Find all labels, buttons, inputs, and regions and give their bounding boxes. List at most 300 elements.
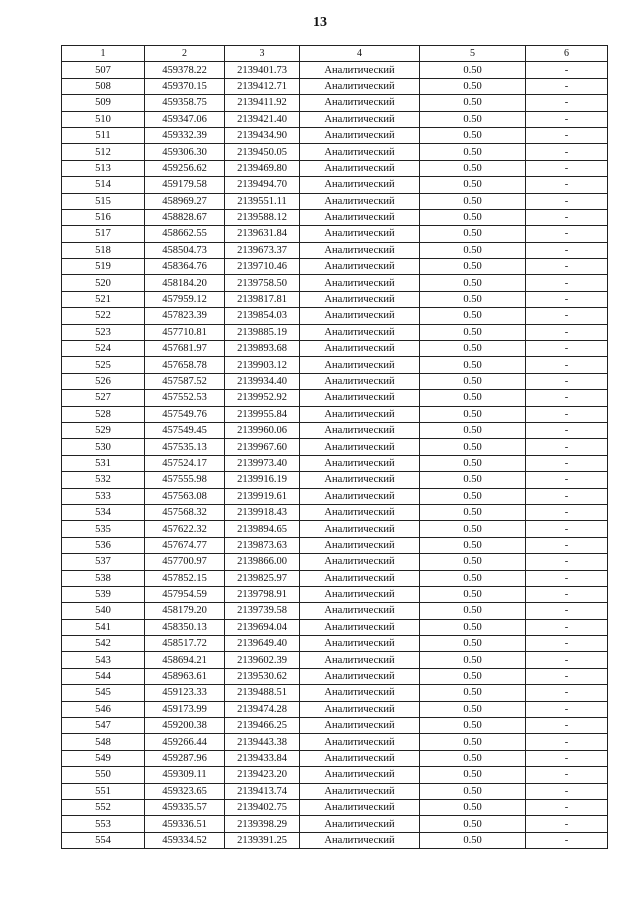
note-cell: - <box>526 455 608 471</box>
table-row <box>62 783 608 799</box>
x-coordinate-cell: 457552.53 <box>145 390 225 406</box>
accuracy-cell: 0.50 <box>420 209 526 225</box>
method-cell: Аналитический <box>300 357 420 373</box>
x-coordinate-cell: 457710.81 <box>145 324 225 340</box>
note-cell: - <box>526 226 608 242</box>
method-cell: Аналитический <box>300 718 420 734</box>
table-row <box>62 816 608 832</box>
column-header-2: 2 <box>145 46 225 62</box>
point-number-cell: 537 <box>62 554 145 570</box>
note-cell: - <box>526 783 608 799</box>
y-coordinate-cell: 2139885.19 <box>225 324 300 340</box>
point-number-cell: 512 <box>62 144 145 160</box>
note-cell: - <box>526 554 608 570</box>
note-cell: - <box>526 734 608 750</box>
point-number-cell: 525 <box>62 357 145 373</box>
y-coordinate-cell: 2139469.80 <box>225 160 300 176</box>
point-number-cell: 536 <box>62 537 145 553</box>
accuracy-cell: 0.50 <box>420 324 526 340</box>
accuracy-cell: 0.50 <box>420 521 526 537</box>
point-number-cell: 523 <box>62 324 145 340</box>
accuracy-cell: 0.50 <box>420 603 526 619</box>
table-row <box>62 439 608 455</box>
table-row <box>62 554 608 570</box>
method-cell: Аналитический <box>300 734 420 750</box>
y-coordinate-cell: 2139421.40 <box>225 111 300 127</box>
point-number-cell: 515 <box>62 193 145 209</box>
note-cell: - <box>526 275 608 291</box>
point-number-cell: 513 <box>62 160 145 176</box>
point-number-cell: 541 <box>62 619 145 635</box>
note-cell: - <box>526 472 608 488</box>
table-row <box>62 750 608 766</box>
note-cell: - <box>526 488 608 504</box>
x-coordinate-cell: 458179.20 <box>145 603 225 619</box>
x-coordinate-cell: 459256.62 <box>145 160 225 176</box>
point-number-cell: 517 <box>62 226 145 242</box>
point-number-cell: 531 <box>62 455 145 471</box>
x-coordinate-cell: 457622.32 <box>145 521 225 537</box>
x-coordinate-cell: 457563.08 <box>145 488 225 504</box>
x-coordinate-cell: 457524.17 <box>145 455 225 471</box>
method-cell: Аналитический <box>300 341 420 357</box>
y-coordinate-cell: 2139694.04 <box>225 619 300 635</box>
table-row <box>62 373 608 389</box>
y-coordinate-cell: 2139919.61 <box>225 488 300 504</box>
method-cell: Аналитический <box>300 259 420 275</box>
point-number-cell: 528 <box>62 406 145 422</box>
point-number-cell: 532 <box>62 472 145 488</box>
point-number-cell: 524 <box>62 341 145 357</box>
table-row <box>62 570 608 586</box>
y-coordinate-cell: 2139873.63 <box>225 537 300 553</box>
method-cell: Аналитический <box>300 685 420 701</box>
y-coordinate-cell: 2139494.70 <box>225 177 300 193</box>
note-cell: - <box>526 652 608 668</box>
point-number-cell: 540 <box>62 603 145 619</box>
method-cell: Аналитический <box>300 570 420 586</box>
x-coordinate-cell: 457549.45 <box>145 422 225 438</box>
x-coordinate-cell: 459334.52 <box>145 832 225 848</box>
accuracy-cell: 0.50 <box>420 455 526 471</box>
note-cell: - <box>526 209 608 225</box>
point-number-cell: 518 <box>62 242 145 258</box>
method-cell: Аналитический <box>300 422 420 438</box>
accuracy-cell: 0.50 <box>420 422 526 438</box>
x-coordinate-cell: 457568.32 <box>145 504 225 520</box>
method-cell: Аналитический <box>300 78 420 94</box>
x-coordinate-cell: 458504.73 <box>145 242 225 258</box>
table-row <box>62 718 608 734</box>
y-coordinate-cell: 2139967.60 <box>225 439 300 455</box>
note-cell: - <box>526 668 608 684</box>
point-number-cell: 527 <box>62 390 145 406</box>
table-row <box>62 472 608 488</box>
table-row <box>62 341 608 357</box>
accuracy-cell: 0.50 <box>420 144 526 160</box>
x-coordinate-cell: 457555.98 <box>145 472 225 488</box>
accuracy-cell: 0.50 <box>420 537 526 553</box>
method-cell: Аналитический <box>300 799 420 815</box>
method-cell: Аналитический <box>300 586 420 602</box>
accuracy-cell: 0.50 <box>420 783 526 799</box>
accuracy-cell: 0.50 <box>420 357 526 373</box>
point-number-cell: 508 <box>62 78 145 94</box>
method-cell: Аналитический <box>300 226 420 242</box>
note-cell: - <box>526 504 608 520</box>
point-number-cell: 535 <box>62 521 145 537</box>
point-number-cell: 519 <box>62 259 145 275</box>
note-cell: - <box>526 259 608 275</box>
note-cell: - <box>526 750 608 766</box>
y-coordinate-cell: 2139955.84 <box>225 406 300 422</box>
point-number-cell: 542 <box>62 636 145 652</box>
y-coordinate-cell: 2139413.74 <box>225 783 300 799</box>
x-coordinate-cell: 458517.72 <box>145 636 225 652</box>
table-row <box>62 488 608 504</box>
y-coordinate-cell: 2139398.29 <box>225 816 300 832</box>
accuracy-cell: 0.50 <box>420 734 526 750</box>
column-header-5: 5 <box>420 46 526 62</box>
y-coordinate-cell: 2139474.28 <box>225 701 300 717</box>
y-coordinate-cell: 2139710.46 <box>225 259 300 275</box>
point-number-cell: 538 <box>62 570 145 586</box>
note-cell: - <box>526 357 608 373</box>
table-header <box>62 46 608 62</box>
point-number-cell: 551 <box>62 783 145 799</box>
point-number-cell: 533 <box>62 488 145 504</box>
table-row <box>62 586 608 602</box>
table-row <box>62 832 608 848</box>
point-number-cell: 553 <box>62 816 145 832</box>
method-cell: Аналитический <box>300 439 420 455</box>
note-cell: - <box>526 521 608 537</box>
x-coordinate-cell: 458694.21 <box>145 652 225 668</box>
method-cell: Аналитический <box>300 177 420 193</box>
x-coordinate-cell: 457954.59 <box>145 586 225 602</box>
note-cell: - <box>526 767 608 783</box>
x-coordinate-cell: 457658.78 <box>145 357 225 373</box>
note-cell: - <box>526 193 608 209</box>
header-row <box>62 46 608 62</box>
accuracy-cell: 0.50 <box>420 701 526 717</box>
y-coordinate-cell: 2139916.19 <box>225 472 300 488</box>
coordinates-table <box>61 45 608 849</box>
x-coordinate-cell: 457852.15 <box>145 570 225 586</box>
note-cell: - <box>526 324 608 340</box>
x-coordinate-cell: 459370.15 <box>145 78 225 94</box>
column-header-6: 6 <box>526 46 608 62</box>
y-coordinate-cell: 2139412.71 <box>225 78 300 94</box>
table-row <box>62 668 608 684</box>
method-cell: Аналитический <box>300 406 420 422</box>
point-number-cell: 530 <box>62 439 145 455</box>
note-cell: - <box>526 701 608 717</box>
accuracy-cell: 0.50 <box>420 259 526 275</box>
table-row <box>62 603 608 619</box>
note-cell: - <box>526 390 608 406</box>
accuracy-cell: 0.50 <box>420 816 526 832</box>
method-cell: Аналитический <box>300 291 420 307</box>
y-coordinate-cell: 2139530.62 <box>225 668 300 684</box>
point-number-cell: 539 <box>62 586 145 602</box>
method-cell: Аналитический <box>300 144 420 160</box>
x-coordinate-cell: 459378.22 <box>145 62 225 78</box>
x-coordinate-cell: 459309.11 <box>145 767 225 783</box>
method-cell: Аналитический <box>300 111 420 127</box>
table-row <box>62 177 608 193</box>
accuracy-cell: 0.50 <box>420 668 526 684</box>
y-coordinate-cell: 2139450.05 <box>225 144 300 160</box>
method-cell: Аналитический <box>300 193 420 209</box>
note-cell: - <box>526 537 608 553</box>
x-coordinate-cell: 459323.65 <box>145 783 225 799</box>
point-number-cell: 545 <box>62 685 145 701</box>
table-row <box>62 767 608 783</box>
column-header-4: 4 <box>300 46 420 62</box>
table-row <box>62 62 608 78</box>
note-cell: - <box>526 177 608 193</box>
method-cell: Аналитический <box>300 504 420 520</box>
method-cell: Аналитический <box>300 652 420 668</box>
method-cell: Аналитический <box>300 701 420 717</box>
note-cell: - <box>526 832 608 848</box>
x-coordinate-cell: 457823.39 <box>145 308 225 324</box>
method-cell: Аналитический <box>300 537 420 553</box>
x-coordinate-cell: 459287.96 <box>145 750 225 766</box>
point-number-cell: 511 <box>62 127 145 143</box>
note-cell: - <box>526 308 608 324</box>
accuracy-cell: 0.50 <box>420 193 526 209</box>
table-row <box>62 242 608 258</box>
x-coordinate-cell: 459173.99 <box>145 701 225 717</box>
table-row <box>62 537 608 553</box>
y-coordinate-cell: 2139551.11 <box>225 193 300 209</box>
x-coordinate-cell: 459347.06 <box>145 111 225 127</box>
accuracy-cell: 0.50 <box>420 832 526 848</box>
point-number-cell: 552 <box>62 799 145 815</box>
point-number-cell: 550 <box>62 767 145 783</box>
point-number-cell: 547 <box>62 718 145 734</box>
x-coordinate-cell: 457959.12 <box>145 291 225 307</box>
point-number-cell: 510 <box>62 111 145 127</box>
page-number: 13 <box>313 15 327 30</box>
accuracy-cell: 0.50 <box>420 554 526 570</box>
table-row <box>62 291 608 307</box>
note-cell: - <box>526 406 608 422</box>
point-number-cell: 522 <box>62 308 145 324</box>
y-coordinate-cell: 2139973.40 <box>225 455 300 471</box>
point-number-cell: 543 <box>62 652 145 668</box>
table-row <box>62 144 608 160</box>
accuracy-cell: 0.50 <box>420 177 526 193</box>
method-cell: Аналитический <box>300 373 420 389</box>
table-row <box>62 455 608 471</box>
accuracy-cell: 0.50 <box>420 472 526 488</box>
accuracy-cell: 0.50 <box>420 111 526 127</box>
table-row <box>62 308 608 324</box>
method-cell: Аналитический <box>300 209 420 225</box>
table-row <box>62 636 608 652</box>
x-coordinate-cell: 458662.55 <box>145 226 225 242</box>
table-row <box>62 619 608 635</box>
y-coordinate-cell: 2139673.37 <box>225 242 300 258</box>
table-row <box>62 324 608 340</box>
table-row <box>62 78 608 94</box>
y-coordinate-cell: 2139602.39 <box>225 652 300 668</box>
accuracy-cell: 0.50 <box>420 406 526 422</box>
table-row <box>62 209 608 225</box>
point-number-cell: 509 <box>62 95 145 111</box>
accuracy-cell: 0.50 <box>420 636 526 652</box>
method-cell: Аналитический <box>300 767 420 783</box>
note-cell: - <box>526 586 608 602</box>
x-coordinate-cell: 457681.97 <box>145 341 225 357</box>
note-cell: - <box>526 570 608 586</box>
accuracy-cell: 0.50 <box>420 504 526 520</box>
note-cell: - <box>526 603 608 619</box>
note-cell: - <box>526 78 608 94</box>
y-coordinate-cell: 2139423.20 <box>225 767 300 783</box>
x-coordinate-cell: 459336.51 <box>145 816 225 832</box>
point-number-cell: 529 <box>62 422 145 438</box>
table-row <box>62 390 608 406</box>
table-row <box>62 259 608 275</box>
method-cell: Аналитический <box>300 95 420 111</box>
x-coordinate-cell: 459123.33 <box>145 685 225 701</box>
accuracy-cell: 0.50 <box>420 390 526 406</box>
column-header-3: 3 <box>225 46 300 62</box>
method-cell: Аналитический <box>300 636 420 652</box>
note-cell: - <box>526 160 608 176</box>
x-coordinate-cell: 458184.20 <box>145 275 225 291</box>
x-coordinate-cell: 458350.13 <box>145 619 225 635</box>
point-number-cell: 549 <box>62 750 145 766</box>
table-row <box>62 226 608 242</box>
table-row <box>62 193 608 209</box>
x-coordinate-cell: 457535.13 <box>145 439 225 455</box>
accuracy-cell: 0.50 <box>420 291 526 307</box>
method-cell: Аналитический <box>300 521 420 537</box>
note-cell: - <box>526 718 608 734</box>
accuracy-cell: 0.50 <box>420 652 526 668</box>
note-cell: - <box>526 111 608 127</box>
method-cell: Аналитический <box>300 127 420 143</box>
x-coordinate-cell: 458828.67 <box>145 209 225 225</box>
method-cell: Аналитический <box>300 390 420 406</box>
point-number-cell: 514 <box>62 177 145 193</box>
table-row <box>62 160 608 176</box>
y-coordinate-cell: 2139433.84 <box>225 750 300 766</box>
method-cell: Аналитический <box>300 160 420 176</box>
x-coordinate-cell: 457587.52 <box>145 373 225 389</box>
y-coordinate-cell: 2139893.68 <box>225 341 300 357</box>
y-coordinate-cell: 2139934.40 <box>225 373 300 389</box>
point-number-cell: 548 <box>62 734 145 750</box>
accuracy-cell: 0.50 <box>420 78 526 94</box>
y-coordinate-cell: 2139825.97 <box>225 570 300 586</box>
table-row <box>62 357 608 373</box>
method-cell: Аналитический <box>300 816 420 832</box>
x-coordinate-cell: 457549.76 <box>145 406 225 422</box>
x-coordinate-cell: 459335.57 <box>145 799 225 815</box>
x-coordinate-cell: 459200.38 <box>145 718 225 734</box>
table-row <box>62 95 608 111</box>
y-coordinate-cell: 2139391.25 <box>225 832 300 848</box>
note-cell: - <box>526 341 608 357</box>
y-coordinate-cell: 2139798.91 <box>225 586 300 602</box>
point-number-cell: 520 <box>62 275 145 291</box>
y-coordinate-cell: 2139866.00 <box>225 554 300 570</box>
point-number-cell: 507 <box>62 62 145 78</box>
note-cell: - <box>526 799 608 815</box>
x-coordinate-cell: 459179.58 <box>145 177 225 193</box>
y-coordinate-cell: 2139434.90 <box>225 127 300 143</box>
y-coordinate-cell: 2139960.06 <box>225 422 300 438</box>
accuracy-cell: 0.50 <box>420 275 526 291</box>
y-coordinate-cell: 2139903.12 <box>225 357 300 373</box>
y-coordinate-cell: 2139894.65 <box>225 521 300 537</box>
x-coordinate-cell: 459332.39 <box>145 127 225 143</box>
x-coordinate-cell: 458969.27 <box>145 193 225 209</box>
accuracy-cell: 0.50 <box>420 586 526 602</box>
accuracy-cell: 0.50 <box>420 242 526 258</box>
method-cell: Аналитический <box>300 603 420 619</box>
method-cell: Аналитический <box>300 832 420 848</box>
note-cell: - <box>526 127 608 143</box>
accuracy-cell: 0.50 <box>420 308 526 324</box>
note-cell: - <box>526 685 608 701</box>
y-coordinate-cell: 2139488.51 <box>225 685 300 701</box>
x-coordinate-cell: 457674.77 <box>145 537 225 553</box>
note-cell: - <box>526 62 608 78</box>
y-coordinate-cell: 2139401.73 <box>225 62 300 78</box>
x-coordinate-cell: 457700.97 <box>145 554 225 570</box>
accuracy-cell: 0.50 <box>420 570 526 586</box>
accuracy-cell: 0.50 <box>420 439 526 455</box>
point-number-cell: 546 <box>62 701 145 717</box>
method-cell: Аналитический <box>300 488 420 504</box>
point-number-cell: 544 <box>62 668 145 684</box>
table-row <box>62 275 608 291</box>
table-row <box>62 734 608 750</box>
y-coordinate-cell: 2139466.25 <box>225 718 300 734</box>
y-coordinate-cell: 2139952.92 <box>225 390 300 406</box>
point-number-cell: 526 <box>62 373 145 389</box>
accuracy-cell: 0.50 <box>420 718 526 734</box>
point-number-cell: 534 <box>62 504 145 520</box>
y-coordinate-cell: 2139649.40 <box>225 636 300 652</box>
point-number-cell: 521 <box>62 291 145 307</box>
accuracy-cell: 0.50 <box>420 619 526 635</box>
method-cell: Аналитический <box>300 554 420 570</box>
method-cell: Аналитический <box>300 750 420 766</box>
table-row <box>62 111 608 127</box>
method-cell: Аналитический <box>300 619 420 635</box>
y-coordinate-cell: 2139854.03 <box>225 308 300 324</box>
method-cell: Аналитический <box>300 668 420 684</box>
table-row <box>62 701 608 717</box>
table-row <box>62 406 608 422</box>
accuracy-cell: 0.50 <box>420 685 526 701</box>
method-cell: Аналитический <box>300 783 420 799</box>
note-cell: - <box>526 636 608 652</box>
y-coordinate-cell: 2139739.58 <box>225 603 300 619</box>
y-coordinate-cell: 2139631.84 <box>225 226 300 242</box>
column-header-1: 1 <box>62 46 145 62</box>
x-coordinate-cell: 459306.30 <box>145 144 225 160</box>
table-row <box>62 504 608 520</box>
